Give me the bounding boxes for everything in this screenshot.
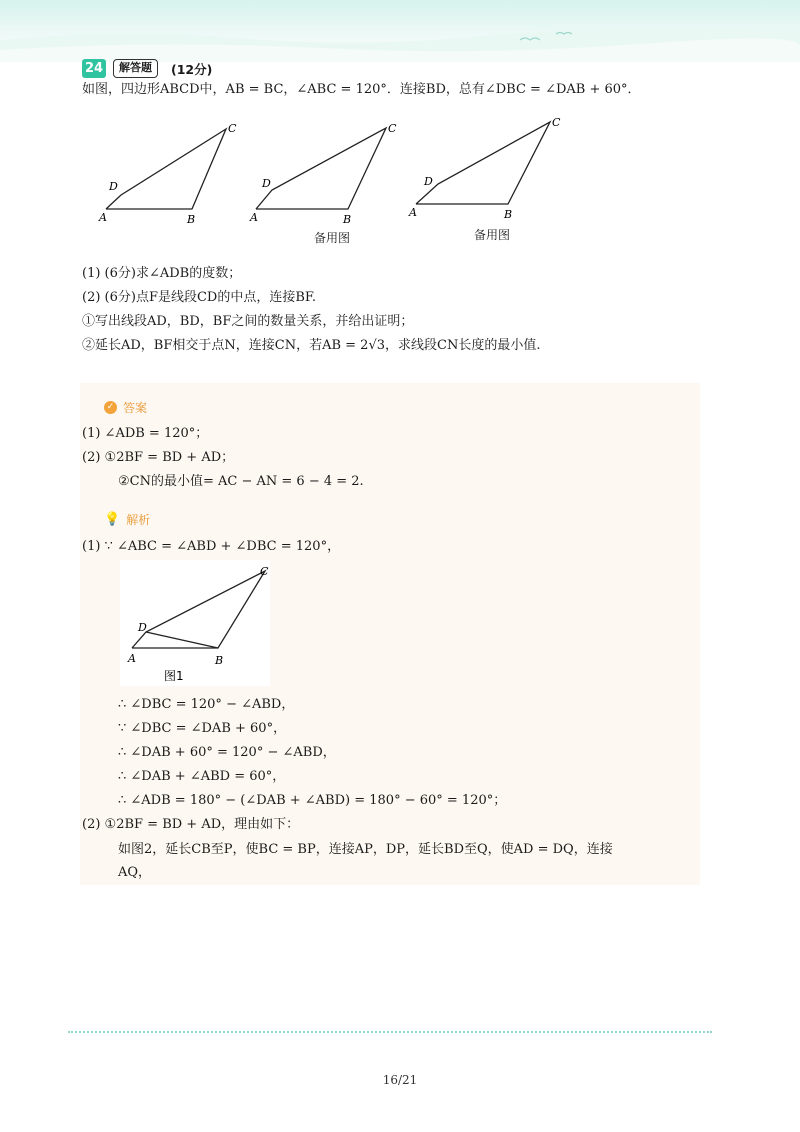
question-type-tag: 解答题	[113, 59, 158, 78]
label-a: A	[99, 211, 107, 224]
analysis-part2-line-3: AQ，	[118, 865, 152, 880]
page-number: 16/21	[382, 1073, 418, 1087]
label-c: C	[228, 122, 237, 135]
figure-spare-1	[246, 118, 406, 228]
answer-heading: ✓ 答案	[104, 399, 147, 416]
label-c: C	[388, 122, 397, 135]
part-2: (2) (6分)点F是线段CD的中点，连接BF.	[82, 290, 317, 305]
label-d: D	[109, 180, 118, 193]
label-b: B	[343, 213, 352, 226]
analysis-part2-line-1: (2) ①2BF = BD + AD，理由如下：	[82, 817, 300, 832]
analysis-step-1: ∴ ∠DBC = 120° − ∠ABD，	[118, 697, 295, 712]
header-decoration	[0, 0, 800, 62]
part-2-sub-1: ①写出线段AD，BD，BF之间的数量关系，并给出证明；	[82, 314, 414, 329]
label-b: B	[504, 208, 513, 221]
answer-line-3: ②CN的最小值= AC − AN = 6 − 4 = 2.	[118, 474, 364, 489]
label-b: B	[215, 654, 224, 667]
analysis-step-5: ∴ ∠ADB = 180° − (∠DAB + ∠ABD) = 180° − 60° = 120°；	[118, 793, 507, 808]
figure-main	[96, 118, 246, 228]
figure-spare-2	[404, 112, 574, 222]
label-d: D	[424, 175, 433, 188]
label-a: A	[409, 206, 417, 219]
figure-caption-spare-1: 备用图	[314, 231, 351, 245]
question-number: 24	[82, 59, 106, 78]
analysis-part2-line-2: 如图2，延长CB至P，使BC = BP，连接AP，DP，延长BD至Q，使AD = DQ，连接	[118, 842, 613, 857]
question-points: (12分)	[171, 62, 213, 77]
analysis-heading: 💡 解析	[104, 512, 151, 527]
label-c: C	[260, 565, 269, 578]
lightbulb-icon: 💡	[104, 512, 121, 527]
answer-line-1: (1) ∠ADB = 120°；	[82, 426, 209, 441]
label-b: B	[187, 213, 196, 226]
analysis-first-line: (1) ∵ ∠ABC = ∠ABD + ∠DBC = 120°，	[82, 539, 341, 554]
answer-line-2: (2) ①2BF = BD + AD；	[82, 450, 235, 465]
part-2-sub-2: ②延长AD，BF相交于点N，连接CN，若AB = 2√3，求线段CN长度的最小值.	[82, 338, 541, 353]
label-a: A	[250, 211, 258, 224]
part-1: (1) (6分)求∠ADB的度数；	[82, 266, 242, 281]
figure-1-caption: 图1	[164, 669, 184, 683]
question-stem: 如图，四边形ABCD中，AB = BC，∠ABC = 120°．连接BD，总有∠DBC = ∠DAB + 60°．	[82, 82, 641, 97]
label-d: D	[262, 177, 271, 190]
figure-1	[120, 560, 270, 686]
label-c: C	[552, 116, 561, 129]
analysis-step-3: ∴ ∠DAB + 60° = 120° − ∠ABD，	[118, 745, 336, 760]
label-d: D	[138, 621, 147, 634]
label-a: A	[128, 652, 136, 665]
check-icon: ✓	[104, 401, 117, 414]
figure-caption-spare-2: 备用图	[474, 228, 511, 242]
footer-divider	[68, 1031, 712, 1033]
analysis-step-2: ∵ ∠DBC = ∠DAB + 60°，	[118, 721, 287, 736]
analysis-step-4: ∴ ∠DAB + ∠ABD = 60°，	[118, 769, 286, 784]
